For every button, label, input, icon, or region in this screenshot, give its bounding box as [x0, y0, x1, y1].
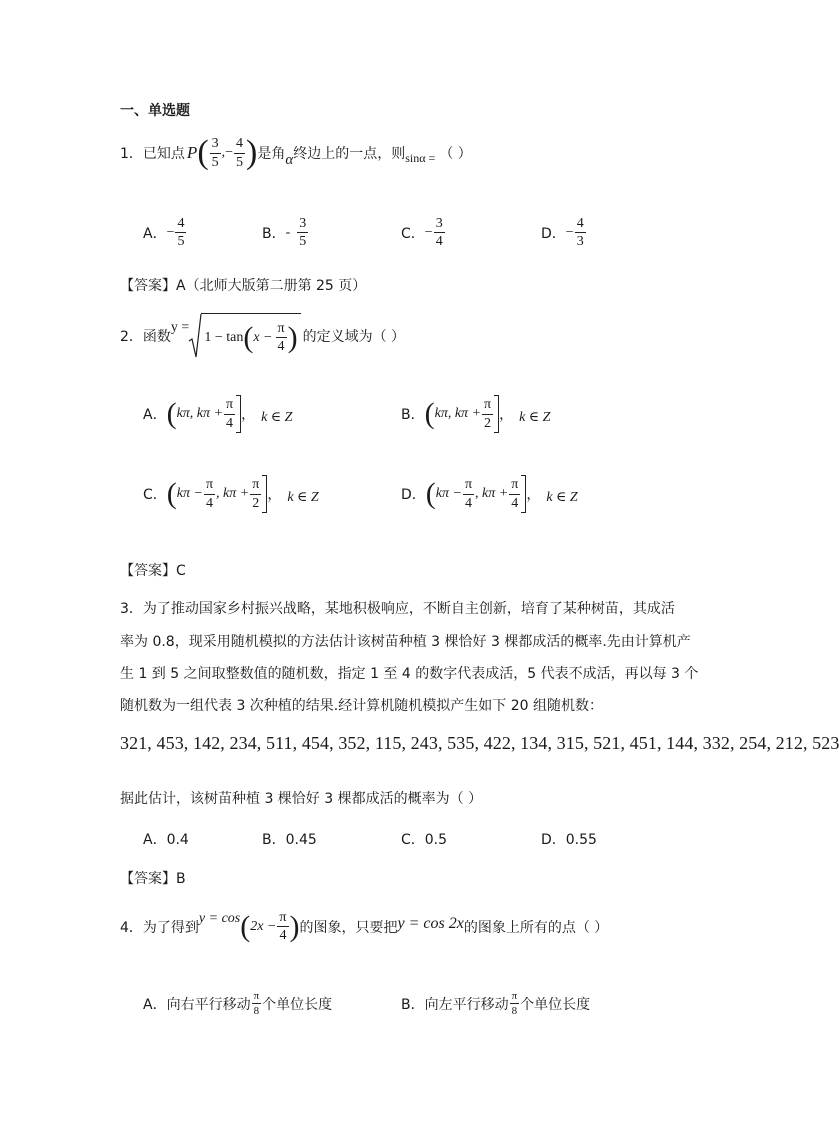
q2-lparen: ( — [243, 320, 254, 354]
q1-blank-paren: （ ） — [439, 146, 472, 162]
q4-option-a-suffix: 个单位长度 — [262, 996, 333, 1013]
q1-option-a-label: A． — [143, 225, 167, 242]
q1-option-c-label: C． — [401, 225, 425, 242]
q2-option-a-left: kπ, kπ + — [176, 406, 223, 421]
q3-option-c[interactable]: C．0.5 — [401, 832, 448, 848]
q2-option-c-label: C． — [143, 487, 167, 503]
section-title: 一、单选题 — [120, 103, 190, 119]
q2-option-b-lparen: ( — [424, 397, 435, 430]
q1-option-a-fraction: $\frac{4}{5}$ — [177, 216, 185, 250]
q4-text-mid: 的图象，只要把 — [299, 919, 398, 936]
q2-option-b-left: kπ, kπ + — [434, 406, 482, 421]
q1-option-d-sign: − — [565, 224, 574, 240]
q1-sin-expr: sinα = — [405, 150, 436, 165]
q4-lparen: ( — [240, 909, 251, 943]
q4-expr-1: y = cos — [198, 910, 241, 926]
q2-option-a-domain: k ∈ Z — [261, 409, 293, 425]
q1-option-c[interactable] — [401, 216, 446, 250]
question-2-stem — [120, 313, 405, 359]
q2-pi-over-4: $\frac{\pi}{4}$ — [277, 320, 285, 354]
q2-option-c[interactable] — [143, 475, 319, 513]
q4-option-b-fraction: $\frac{\pi}{8}$ — [511, 990, 518, 1018]
q1-option-c-sign: − — [424, 224, 433, 240]
q1-option-b-fraction: $\frac{3}{5}$ — [299, 216, 307, 250]
q4-number: 4．为了得到 — [120, 919, 199, 936]
q2-option-d-domain: k ∈ Z — [546, 489, 578, 505]
q4-option-b[interactable] — [401, 990, 590, 1017]
q2-option-a-label: A． — [143, 407, 167, 423]
q3-line-3: 生 1 到 5 之间取整数值的随机数，指定 1 至 4 的数字代表成活，5 代表不成活，再以每 3 个 — [120, 666, 699, 682]
q2-x-minus: x − — [253, 329, 273, 345]
q1-comma: , — [221, 145, 226, 160]
q2-y-eq: y = — [170, 320, 190, 335]
q1-number: 1．已知点 — [120, 146, 185, 162]
q3-option-a[interactable]: A．0.4 — [143, 832, 189, 848]
q1-minus: − — [225, 145, 234, 160]
q1-text-tail: 终边上的一点，则 — [293, 146, 406, 162]
q2-option-d-left: kπ − — [435, 486, 462, 501]
q4-text-tail: 的图象上所有的点（ ） — [463, 919, 609, 936]
q4-option-b-suffix: 个单位长度 — [520, 996, 591, 1013]
q1-option-b-sign: - — [285, 224, 291, 240]
q4-option-a-label: A．向右平行移动 — [143, 996, 251, 1013]
q1-answer: 【答案】A（北师大版第二册第 25 页） — [120, 278, 367, 294]
q2-answer: 【答案】C — [120, 563, 186, 579]
q2-option-c-left: kπ − — [176, 486, 203, 501]
q1-option-d-label: D． — [541, 225, 566, 242]
q4-option-b-label: B．向左平行移动 — [401, 996, 509, 1013]
q2-option-b[interactable] — [401, 395, 550, 433]
q3-random-sequence: 321, 453, 142, 234, 511, 454, 352, 115, 243, 535, 422, 134, 315, 521, 451, 144, 332, 254, 212, 523 — [120, 733, 839, 753]
q2-option-b-comma: ， — [499, 407, 514, 423]
q1-option-d-fraction: $\frac{4}{3}$ — [576, 216, 584, 250]
q1-option-b[interactable] — [262, 216, 309, 250]
q2-option-b-domain: k ∈ Z — [519, 409, 551, 425]
q4-rparen: ) — [289, 909, 300, 943]
q4-pi-over-4: $\frac{\pi}{4}$ — [279, 910, 287, 944]
q2-option-b-fraction: $\frac{\pi}{2}$ — [484, 397, 492, 431]
q1-left-paren: ( — [197, 134, 209, 171]
q3-line-2: 率为 0.8，现采用随机模拟的方法估计该树苗种植 3 棵恰好 3 棵都成活的概率.先由计算机产 — [120, 634, 691, 650]
q3-option-b[interactable]: B．0.45 — [262, 832, 317, 848]
q2-option-d-fraction-1: $\frac{\pi}{4}$ — [464, 477, 473, 511]
question-1-stem — [120, 136, 472, 170]
q3-option-d[interactable]: D．0.55 — [541, 832, 597, 848]
q2-option-d-comma: ， — [526, 487, 541, 503]
q3-line-4: 随机数为一组代表 3 次种植的结果.经计算机随机模拟产生如下 20 组随机数： — [120, 698, 603, 714]
q2-option-c-domain: k ∈ Z — [287, 489, 319, 505]
question-4-stem — [120, 910, 608, 944]
q4-option-a-fraction: $\frac{\pi}{8}$ — [253, 990, 260, 1018]
q2-sqrt — [189, 313, 300, 359]
q2-option-c-fraction-2: $\frac{\pi}{2}$ — [252, 477, 260, 511]
q2-option-a-comma: ， — [241, 407, 256, 423]
q2-option-a-fraction: $\frac{\pi}{4}$ — [225, 397, 234, 431]
q2-option-c-lparen: ( — [166, 477, 177, 510]
q4-arg: 2x − — [250, 918, 277, 934]
q2-number: 2．函数 — [120, 329, 171, 345]
q2-option-a[interactable] — [143, 395, 292, 433]
q1-option-d[interactable] — [541, 216, 587, 250]
q1-option-b-label: B． — [262, 225, 286, 242]
radical-icon — [189, 313, 201, 359]
q3-answer: 【答案】B — [120, 871, 186, 887]
q2-option-d-mid: , kπ + — [475, 486, 509, 501]
q4-option-a[interactable] — [143, 990, 332, 1017]
q3-question: 据此估计，该树苗种植 3 棵恰好 3 棵都成活的概率为（ ） — [120, 791, 483, 807]
q2-option-d-lparen: ( — [425, 477, 436, 510]
q2-option-a-lparen: ( — [166, 397, 177, 430]
q1-point-letter: P — [186, 143, 198, 162]
q1-right-paren: ) — [246, 134, 258, 171]
q2-option-d[interactable] — [401, 475, 578, 513]
q1-y-fraction: $\frac{4}{5}$ — [236, 136, 244, 170]
q2-text-tail: 的定义域为（ ） — [302, 329, 406, 345]
q2-option-c-fraction-1: $\frac{\pi}{4}$ — [205, 477, 214, 511]
q1-option-a[interactable] — [143, 216, 187, 250]
q2-option-c-comma: ， — [267, 487, 282, 503]
q1-x-fraction: $\frac{3}{5}$ — [211, 136, 219, 170]
q2-option-c-mid: , kπ + — [216, 486, 250, 501]
q2-option-d-label: D． — [401, 487, 426, 503]
q1-text-mid: 是角 — [257, 146, 286, 162]
q2-rparen: ) — [287, 320, 298, 354]
q3-line-1: 3．为了推动国家乡村振兴战略，某地积极响应，不断自主创新，培育了某种树苗，其成活 — [120, 601, 675, 617]
q1-option-c-fraction: $\frac{3}{4}$ — [435, 216, 443, 250]
q2-inner: 1 − tan — [204, 329, 244, 345]
q1-option-a-sign: − — [166, 224, 175, 240]
q4-expr-2: y = cos 2x — [397, 914, 464, 932]
q1-alpha: α — [285, 151, 294, 168]
q2-option-b-label: B． — [401, 407, 425, 423]
q2-option-d-fraction-2: $\frac{\pi}{4}$ — [511, 477, 519, 511]
